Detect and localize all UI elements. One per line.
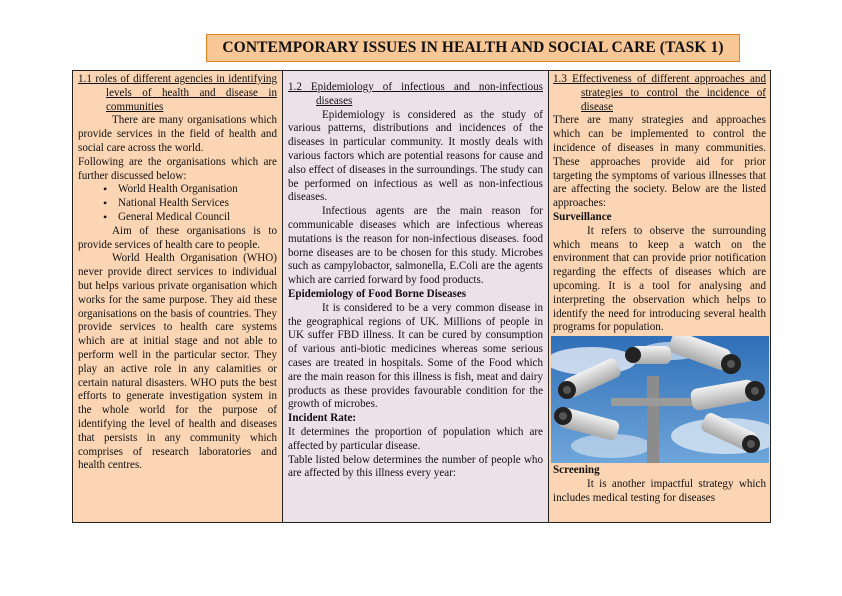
paragraph: Aim of these organisations is to provide services of health care to people. — [78, 224, 277, 251]
paragraph: World Health Organisation (WHO) never provide direct services to individual but helps various private organisation which works for the same purpose. They aid these organisations on the basis of countries. They provide services to health care systems which are at initial stage and not able to perform well in the particular sector. They play an active role in any calamities or certain natural disasters. WHO puts the best efforts to generate investigation system in the whole world for the purpose of identifying the level of health and diseases that persists in any community which comprises of research laboratories and health centres. — [78, 252, 277, 472]
paragraph: It refers to observe the surrounding which means to keep a watch on the environment that can provide prior notification regarding the effects of diseases which are upcoming. It is a tool for analysing and interpreting the observation which helps to identify the need for introducing several health programs for population. — [553, 224, 766, 334]
paragraph: Table listed below determines the number of people who are affected by this illness every year: — [288, 453, 543, 480]
page-title: CONTEMPORARY ISSUES IN HEALTH AND SOCIAL CARE (TASK 1) — [206, 34, 740, 62]
subheading: Epidemiology of Food Borne Diseases — [288, 287, 467, 300]
section-heading-1-3: 1.3 Effectiveness of different approaches and strategies to control the incidence of disease — [553, 73, 766, 113]
subheading: Incident Rate: — [288, 412, 357, 425]
paragraph: There are many strategies and approaches which can be implemented to control the incidence of diseases in many communities. These approaches provide aid for prior targeting the symptoms of various illnesses that are affecting the society. Below are the listed approaches: — [553, 114, 766, 210]
list-item: • National Health Services — [118, 197, 277, 211]
subheading: Screening — [553, 464, 600, 477]
column-epidemiology — [283, 71, 549, 522]
paragraph: Following are the organisations which are further discussed below: — [78, 155, 277, 182]
section-heading-1-2: 1.2 Epidemiology of infectious and non-infectious diseases — [288, 81, 543, 107]
paragraph: It is another impactful strategy which includes medical testing for diseases — [553, 477, 766, 504]
list-item: • World Health Organisation — [118, 183, 277, 197]
cctv-cameras-photo — [551, 336, 769, 463]
column-agencies — [73, 71, 283, 522]
content-table — [72, 70, 771, 523]
list-item: • General Medical Council — [118, 211, 277, 225]
column-strategies — [549, 71, 770, 522]
paragraph: It is considered to be a very common disease in the geographical regions of UK. Millions of people in UK suffer FBD illness. It can be cured by consumption of various anti-biotic medicines whereas some serious cases are treated in hospitals. Some of the Food which are the main reason for this illness is fish, meat and dairy products as these provides favourable condition for the growth of microbes. — [288, 301, 543, 411]
paragraph: Infectious agents are the main reason for communicable diseases which are infectious whereas mutations is the reason for non-infectious diseases. food borne diseases are to be chosen for this study. Microbes such as campylobactor, salmonella, E.Coli are the agents which are carried forward by food products. — [288, 205, 543, 287]
paragraph: There are many organisations which provide services in the field of health and social care across the world. — [78, 114, 277, 154]
section-heading-1-1: 1.1 roles of different agencies in identifying levels of health and disease in communities — [78, 73, 277, 113]
organisation-list — [78, 183, 277, 224]
paragraph: It determines the proportion of population which are affected by particular disease. — [288, 425, 543, 452]
paragraph: Epidemiology is considered as the study of various patterns, distributions and incidences of the diseases in particular community. It mostly deals with various factors which are potential reasons for cause and also effect of diseases in the surroundings. The study can be performed on infectious as well as non-infectious diseases. — [288, 108, 543, 204]
subheading: Surveillance — [553, 210, 612, 223]
